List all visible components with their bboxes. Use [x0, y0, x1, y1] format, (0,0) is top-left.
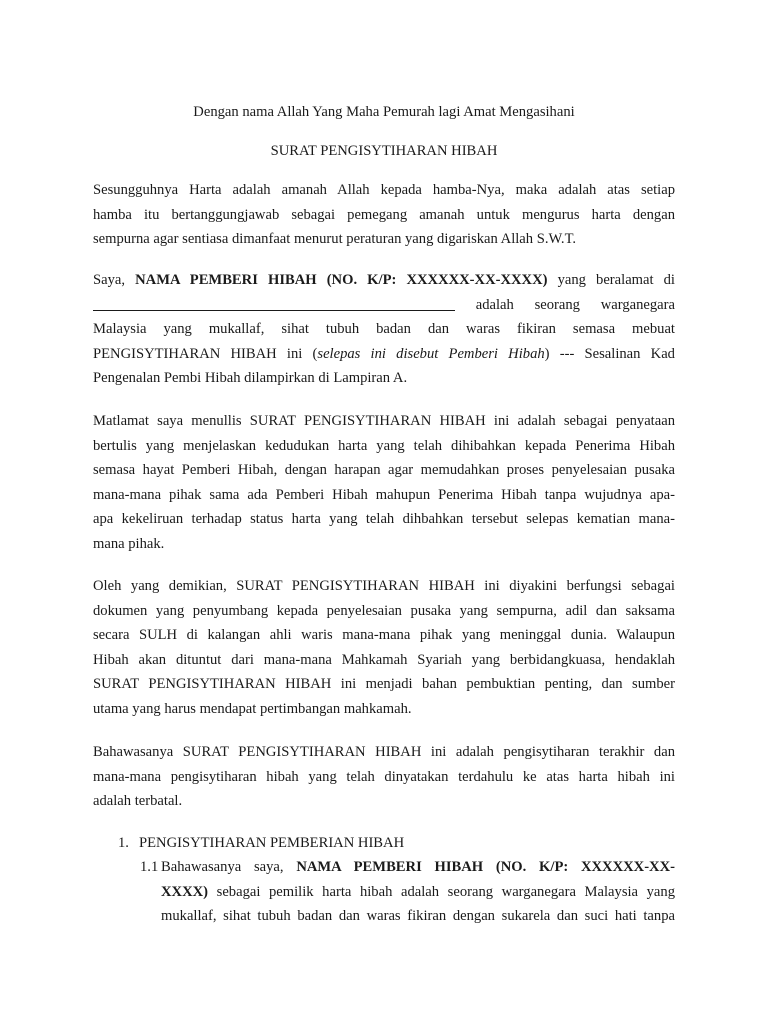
text-fragment: Bahawasanya saya,	[161, 859, 297, 875]
section-number: 1.	[118, 835, 129, 851]
text-fragment: adalah seorang warganegara	[475, 296, 675, 313]
text-line: Hibah akan dituntut dari mana-mana Mahkamah Syariah yang berbidangkuasa, hendaklah	[93, 651, 675, 668]
text-line: SURAT PENGISYTIHARAN HIBAH ini menjadi bahan pembuktian penting, dan sumber	[93, 676, 675, 692]
text-line: hamba itu bertanggungjawab sebagai pemegang amanah untuk mengurus harta dengan	[93, 206, 675, 223]
item-paragraph	[161, 855, 675, 929]
text-line	[161, 880, 675, 905]
paragraph-purpose	[93, 409, 675, 556]
text-line: mana pihak.	[93, 535, 165, 552]
item-number: 1.1	[140, 859, 159, 875]
invocation-line: Dengan nama Allah Yang Maha Pemurah lagi Amat Mengasihani	[193, 104, 575, 120]
text-line: Malaysia yang mukallaf, sihat tubuh badan dan waras fikiran semasa mebuat	[93, 321, 675, 337]
text-line: semasa hayat Pemberi Hibah, dengan harapan agar memudahkan proses penyelesaian pusaka	[93, 462, 675, 478]
text-line: Matlamat saya menullis SURAT PENGISYTIHARAN HIBAH ini adalah sebagai penyataan	[93, 413, 675, 429]
text-line	[93, 342, 675, 367]
text-line	[93, 293, 675, 318]
text-line: mana-mana pihak sama ada Pemberi Hibah mahupun Penerima Hibah tanpa wujudnya apa-	[93, 486, 675, 503]
text-fragment: Saya,	[93, 272, 136, 288]
text-line: Sesungguhnya Harta adalah amanah Allah kepada hamba-Nya, maka adalah atas setiap	[93, 182, 675, 198]
text-line: apa kekeliruan terhadap status harta yang telah dihbahkan tersebut selepas kematian mana-	[93, 511, 675, 527]
text-fragment: ) --- Sesalinan Kad	[544, 345, 675, 362]
address-blank-line	[93, 296, 455, 311]
text-fragment: sebagai pemilik harta hibah adalah seorang warganegara Malaysia yang	[208, 883, 675, 900]
text-line: sempurna agar sentiasa dimanfaat menurut peraturan yang digariskan Allah S.W.T.	[93, 231, 577, 247]
text-line	[93, 268, 675, 293]
text-line: mukallaf, sihat tubuh badan dan waras fikiran dengan sukarela dan suci hati tanpa	[161, 908, 675, 924]
text-line: secara SULH di kalangan ahli waris mana-mana pihak yang meninggal dunia. Walaupun	[93, 627, 675, 643]
paragraph-revocation	[93, 740, 675, 814]
paragraph-preamble	[93, 178, 675, 252]
text-line: Bahawasanya SURAT PENGISYTIHARAN HIBAH ini adalah pengisytiharan terakhir dan	[93, 744, 675, 760]
text-fragment: yang beralamat di	[547, 272, 675, 288]
declarant-id-suffix: XXXX)	[161, 883, 209, 900]
declarant-name: NAMA PEMBERI HIBAH (NO. K/P: XXXXXX-XX-XXXX)	[135, 272, 548, 288]
document-title: SURAT PENGISYTIHARAN HIBAH	[270, 143, 498, 159]
section-heading: PENGISYTIHARAN PEMBERIAN HIBAH	[139, 835, 405, 851]
paragraph-declarant	[93, 268, 675, 391]
text-fragment: PENGISYTIHARAN HIBAH ini (	[93, 345, 318, 362]
paragraph-function	[93, 574, 675, 721]
text-line: adalah terbatal.	[93, 793, 183, 809]
text-line: dokumen yang penyumbang kepada penyelesaian pusaka yang sempurna, adil dan saksama	[93, 602, 675, 619]
text-line: bertulis yang menjelaskan kedudukan harta yang telah dihibahkan kepada Penerima Hibah	[93, 437, 675, 454]
text-line: Oleh yang demikian, SURAT PENGISYTIHARAN HIBAH ini diyakini berfungsi sebagai	[93, 578, 675, 594]
text-line	[161, 855, 675, 880]
text-line: mana-mana pengisytiharan hibah yang telah dinyatakan terdahulu ke atas harta hibah ini	[93, 768, 675, 785]
text-line: utama yang harus mendapat pertimbangan mahkamah.	[93, 700, 412, 717]
italic-fragment: selepas ini disebut Pemberi Hibah	[317, 345, 545, 362]
text-line: Pengenalan Pembi Hibah dilampirkan di Lampiran A.	[93, 370, 408, 386]
declarant-name: NAMA PEMBERI HIBAH (NO. K/P: XXXXXX-XX-	[296, 859, 675, 875]
